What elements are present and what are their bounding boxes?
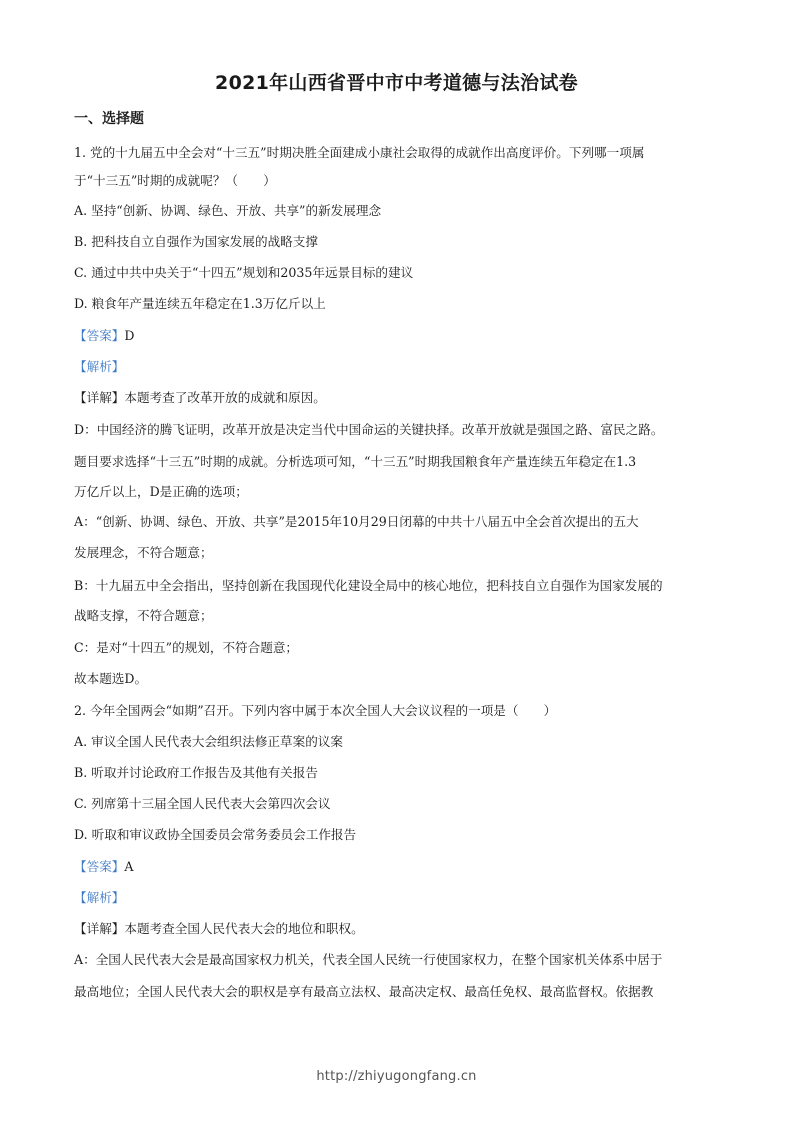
q1-explain-a-line-1: A：“创新、协调、绿色、开放、共享”是2015年10月29日闭幕的中共十八届五中全会首次提出的五大 bbox=[74, 514, 639, 529]
q2-explain-a-line-1: A：全国人民代表大会是最高国家权力机关，代表全国人民统一行使国家权力，在整个国家机关体系中居于 bbox=[74, 952, 663, 967]
section-heading: 一、选择题 bbox=[74, 111, 144, 127]
q2-stem: 2. 今年全国两会“如期”召开。下列内容中属于本次全国人大会议议程的一项是（ ） bbox=[74, 703, 557, 718]
q2-analysis-tag bbox=[74, 888, 724, 908]
q2-detail bbox=[74, 919, 724, 939]
q1-explain-a-line-2: 发展理念，不符合题意； bbox=[74, 545, 213, 560]
answer-tag: 【答案】 bbox=[74, 859, 125, 874]
q1-stem-line-2: 于“十三五”时期的成就呢？（ ） bbox=[74, 173, 276, 188]
q1-option-d: D. 粮食年产量连续五年稳定在1.3万亿斤以上 bbox=[74, 296, 326, 311]
q1-explain-d-line-2: 题目要求选择“十三五”时期的成就。分析选项可知，“十三五”时期我国粮食年产量连续五年稳定在1.3 bbox=[74, 454, 637, 469]
analysis-tag: 【解析】 bbox=[74, 890, 125, 905]
q1-explain-d-line-3: 万亿斤以上，D是正确的选项； bbox=[74, 484, 248, 499]
q2-option-d: D. 听取和审议政协全国委员会常务委员会工作报告 bbox=[74, 827, 357, 842]
q1-explain-b-line-2: 战略支撑，不符合题意； bbox=[74, 608, 213, 623]
q1-analysis-tag bbox=[74, 357, 724, 377]
analysis-tag: 【解析】 bbox=[74, 359, 125, 374]
q1-detail bbox=[74, 388, 724, 408]
detail-text: 本题考查了改革开放的成就和原因。 bbox=[124, 390, 326, 405]
answer-value: D bbox=[124, 328, 135, 343]
q1-conclusion: 故本题选D。 bbox=[74, 671, 148, 686]
q1-explain-d-line-1: D：中国经济的腾飞证明，改革开放是决定当代中国命运的关键抉择。改革开放就是强国之路、富民之路。 bbox=[74, 422, 664, 437]
detail-text: 本题考查全国人民代表大会的地位和职权。 bbox=[124, 921, 364, 936]
q2-option-b: B. 听取并讨论政府工作报告及其他有关报告 bbox=[74, 765, 318, 780]
footer-url: http://zhiyugongfang.cn bbox=[316, 1069, 477, 1084]
q1-explain-c-line-1: C：是对“十四五”的规划，不符合题意； bbox=[74, 640, 299, 655]
detail-tag: 【详解】 bbox=[74, 921, 125, 936]
q1-option-b: B. 把科技自立自强作为国家发展的战略支撑 bbox=[74, 234, 318, 249]
answer-value: A bbox=[124, 859, 134, 874]
page-title: 2021年山西省晋中市中考道德与法治试卷 bbox=[215, 72, 578, 94]
q2-option-a: A. 审议全国人民代表大会组织法修正草案的议案 bbox=[74, 734, 343, 749]
q1-option-a: A. 坚持“创新、协调、绿色、开放、共享”的新发展理念 bbox=[74, 203, 382, 218]
q1-explain-b-line-1: B：十九届五中全会指出，坚持创新在我国现代化建设全局中的核心地位，把科技自立自强作为国家发展的 bbox=[74, 578, 663, 593]
q2-explain-a-line-2: 最高地位；全国人民代表大会的职权是享有最高立法权、最高决定权、最高任免权、最高监督权。依据教 bbox=[74, 984, 654, 999]
q2-answer bbox=[74, 857, 724, 877]
q1-answer bbox=[74, 326, 724, 346]
detail-tag: 【详解】 bbox=[74, 390, 125, 405]
q2-option-c: C. 列席第十三届全国人民代表大会第四次会议 bbox=[74, 796, 331, 811]
answer-tag: 【答案】 bbox=[74, 328, 125, 343]
q1-stem-line-1: 1. 党的十九届五中全会对“十三五”时期决胜全面建成小康社会取得的成就作出高度评价。下列哪一项属 bbox=[74, 145, 645, 160]
q1-option-c: C. 通过中共中央关于“十四五”规划和2035年远景目标的建议 bbox=[74, 265, 414, 280]
